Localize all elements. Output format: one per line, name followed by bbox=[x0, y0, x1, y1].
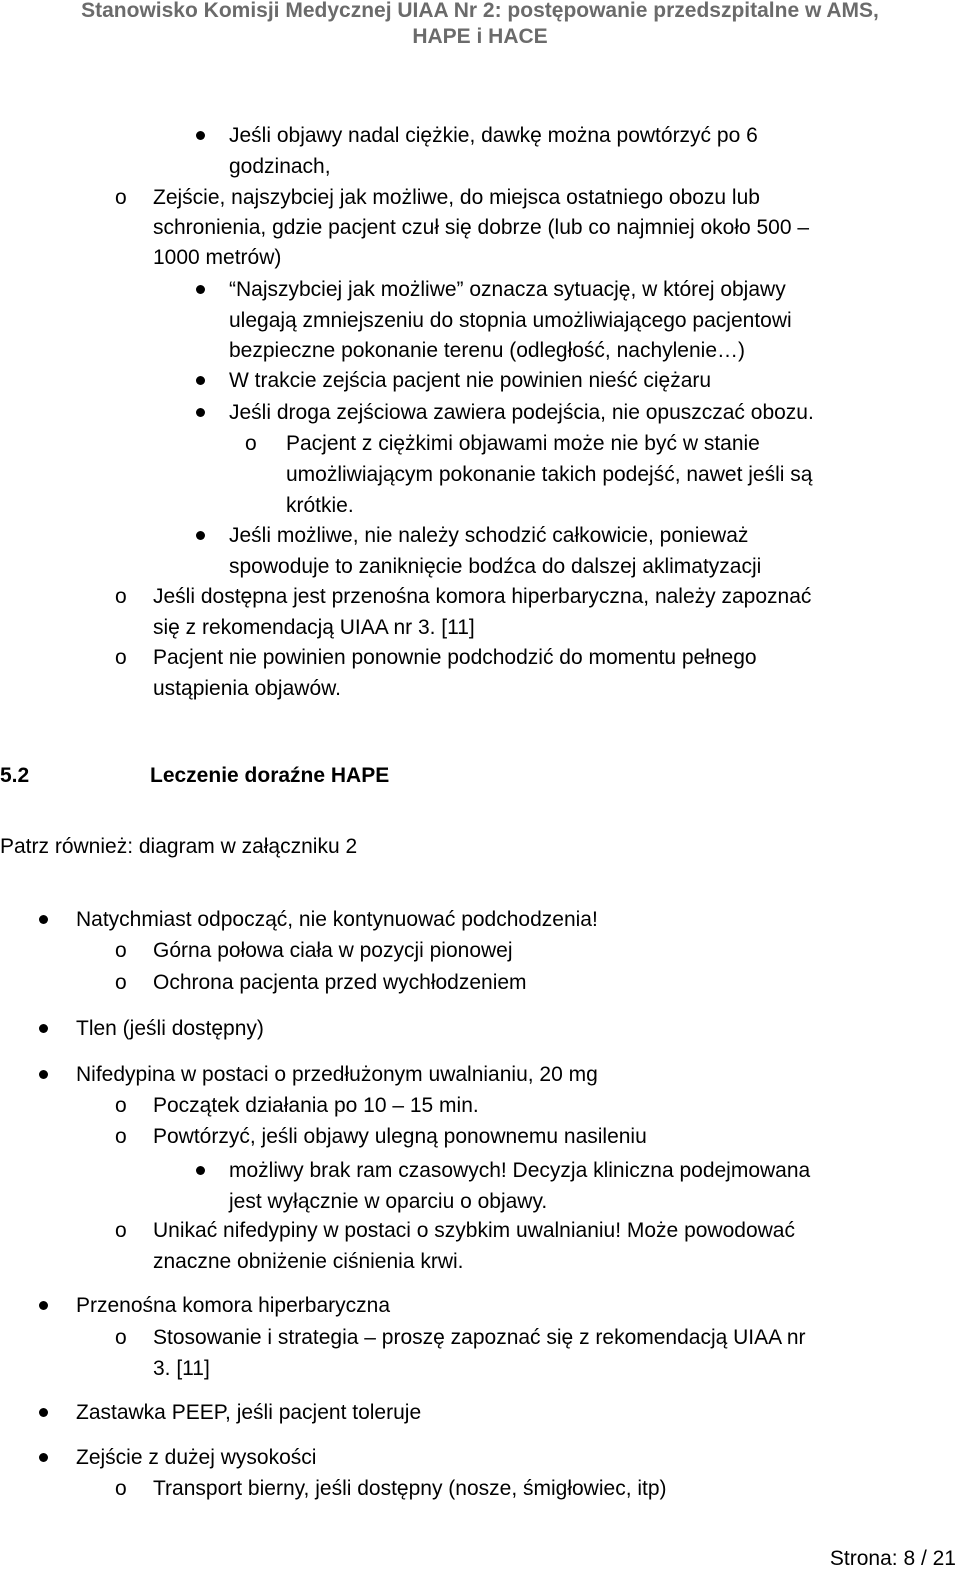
circle-bullet-icon: o bbox=[115, 971, 127, 994]
header-line-1: Stanowisko Komisji Medycznej UIAA Nr 2: postępowanie przedszpitalne w AMS, bbox=[81, 0, 879, 22]
circle-bullet-icon: o bbox=[115, 1125, 127, 1148]
bullet-icon bbox=[196, 408, 205, 417]
bullet-icon bbox=[39, 1070, 48, 1079]
bullet-icon bbox=[39, 1024, 48, 1033]
bullet-icon bbox=[196, 376, 205, 385]
circle-bullet-icon: o bbox=[115, 939, 127, 962]
circle-bullet-icon: o bbox=[115, 585, 127, 608]
bullet-icon bbox=[39, 1408, 48, 1417]
header-line-2: HAPE i HACE bbox=[412, 25, 548, 48]
bullet-icon bbox=[196, 531, 205, 540]
bullet-icon bbox=[39, 1453, 48, 1462]
circle-bullet-icon: o bbox=[115, 186, 127, 209]
circle-bullet-icon: o bbox=[115, 1326, 127, 1349]
bullet-icon bbox=[39, 915, 48, 924]
bullet-icon bbox=[39, 1301, 48, 1310]
circle-bullet-icon: o bbox=[115, 1477, 127, 1500]
bullet-icon bbox=[196, 1166, 205, 1175]
section-number: 5.2 bbox=[0, 764, 30, 787]
circle-bullet-icon: o bbox=[245, 432, 257, 455]
bullet-icon bbox=[196, 285, 205, 294]
page-number: Strona: 8 / 21 bbox=[829, 1547, 956, 1570]
see-also-note: Patrz również: diagram w załączniku 2 bbox=[0, 835, 358, 858]
circle-bullet-icon: o bbox=[115, 1219, 127, 1242]
circle-bullet-icon: o bbox=[115, 646, 127, 669]
bullet-icon bbox=[196, 131, 205, 140]
section-title: Leczenie doraźne HAPE bbox=[150, 764, 390, 787]
circle-bullet-icon: o bbox=[115, 1094, 127, 1117]
